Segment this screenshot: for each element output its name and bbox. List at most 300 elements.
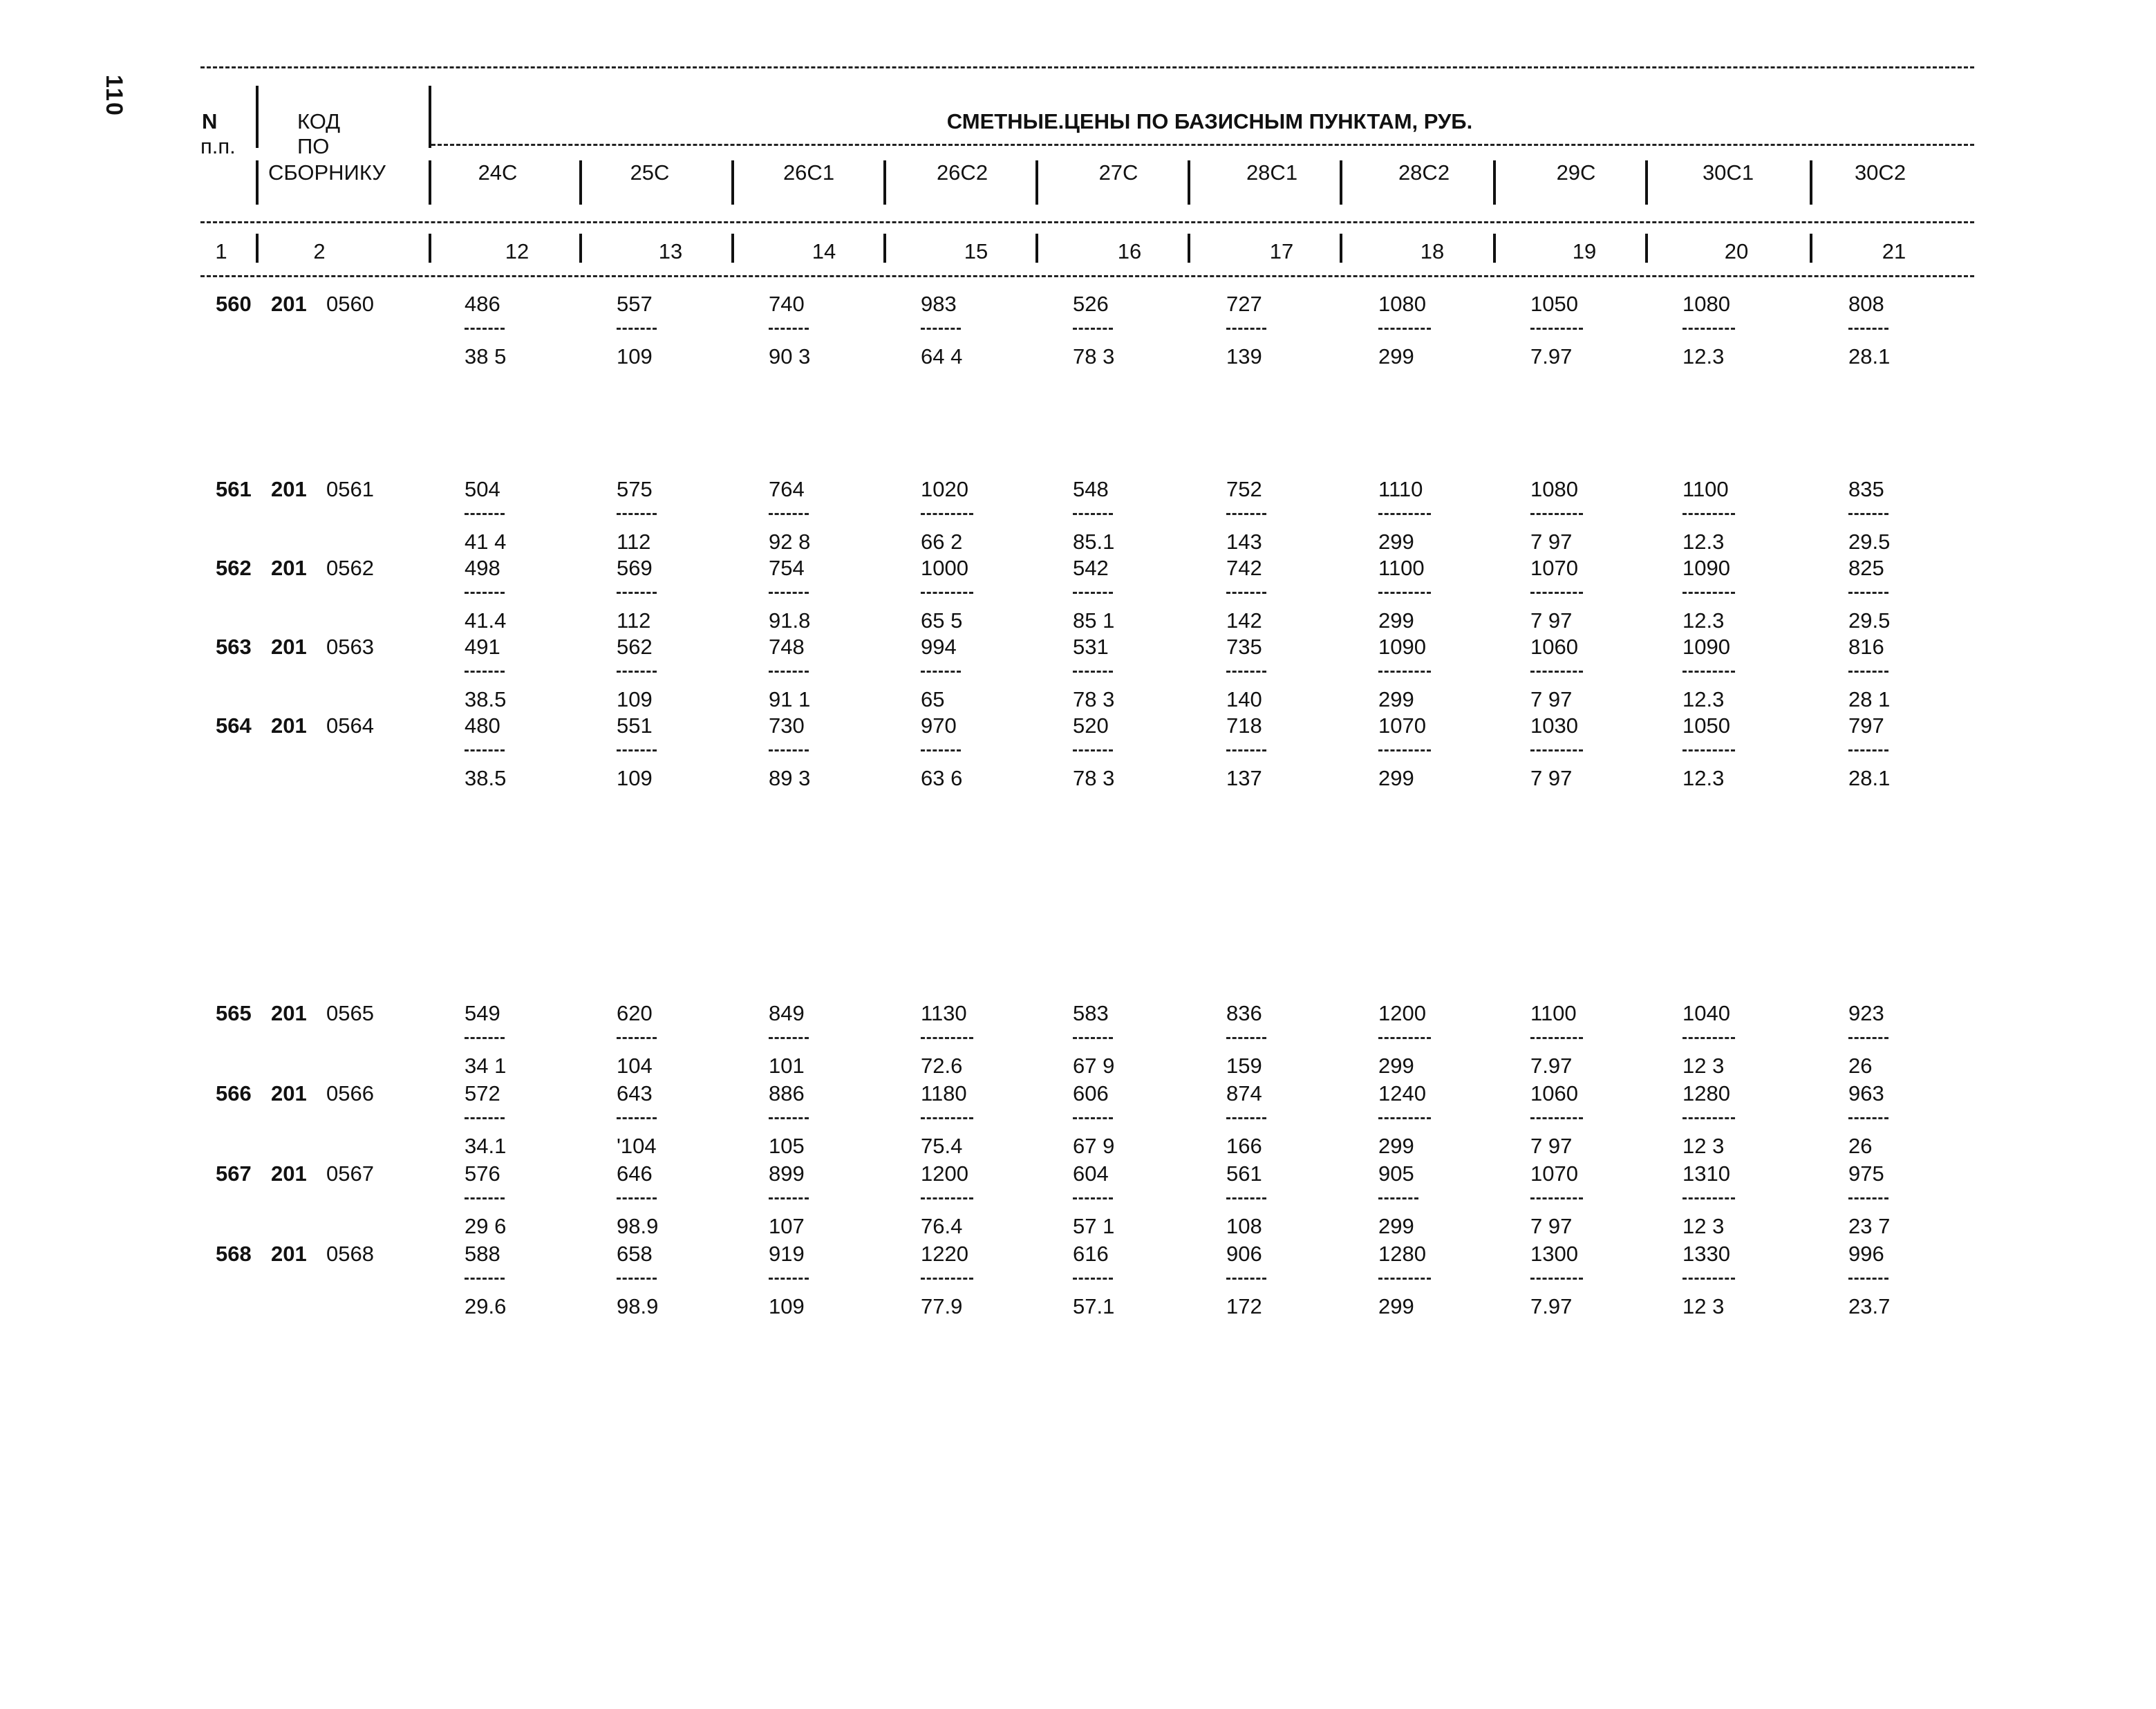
fraction-line [1226, 328, 1266, 330]
header-mid-rule [431, 144, 1974, 146]
price-numerator: 742 [1226, 556, 1262, 580]
price-denominator: 91 1 [769, 687, 811, 711]
row-code-prefix: 201 [271, 1081, 307, 1105]
price-denominator: 143 [1226, 530, 1262, 554]
price-numerator: 1330 [1682, 1242, 1730, 1266]
header-divider [1340, 234, 1342, 263]
price-denominator: 299 [1378, 344, 1414, 368]
price-numerator: 808 [1848, 292, 1884, 316]
fraction-line [921, 592, 973, 594]
fraction-line [465, 1037, 505, 1039]
price-denominator: 98.9 [617, 1214, 659, 1238]
fraction-line [1073, 328, 1113, 330]
price-numerator: 1100 [1682, 477, 1729, 501]
header-divider [731, 160, 734, 205]
header-col-n: N [202, 109, 218, 133]
price-numerator: 905 [1378, 1161, 1414, 1186]
price-denominator: 29.5 [1848, 608, 1891, 633]
price-denominator: 12.3 [1682, 687, 1725, 711]
row-number: 568 [216, 1242, 252, 1266]
fraction-line [465, 1197, 505, 1199]
fraction-line [1848, 1278, 1888, 1280]
fraction-line [617, 592, 657, 594]
price-numerator: 1200 [1378, 1001, 1426, 1025]
header-divider [579, 160, 582, 205]
price-numerator: 970 [921, 713, 957, 738]
header-point-2: 25С [630, 160, 670, 185]
header-divider [1493, 160, 1496, 205]
header-divider [256, 160, 259, 205]
price-denominator: 63 6 [921, 766, 963, 790]
row-code-prefix: 201 [271, 635, 307, 659]
fraction-line [1226, 749, 1266, 751]
price-denominator: 29.6 [465, 1294, 507, 1318]
price-denominator: 26 [1848, 1134, 1873, 1158]
price-denominator: 78 3 [1073, 766, 1115, 790]
fraction-line [1848, 749, 1888, 751]
price-denominator: 172 [1226, 1294, 1262, 1318]
row-number: 567 [216, 1161, 252, 1186]
price-denominator: 28 1 [1848, 687, 1891, 711]
fraction-line [769, 1278, 809, 1280]
price-denominator: 299 [1378, 1054, 1414, 1078]
fraction-line [921, 671, 961, 673]
price-denominator: 109 [617, 344, 653, 368]
price-numerator: 1080 [1682, 292, 1730, 316]
price-denominator: 78 3 [1073, 344, 1115, 368]
price-numerator: 825 [1848, 556, 1884, 580]
price-numerator: 1060 [1530, 635, 1578, 659]
price-numerator: 718 [1226, 713, 1262, 738]
header-divider [1188, 234, 1190, 263]
price-denominator: 7.97 [1530, 1054, 1573, 1078]
price-numerator: 1100 [1530, 1001, 1577, 1025]
fraction-line [465, 328, 505, 330]
price-denominator: 7.97 [1530, 344, 1573, 368]
price-denominator: 12.3 [1682, 530, 1725, 554]
fraction-line [921, 1197, 973, 1199]
price-numerator: 740 [769, 292, 805, 316]
fraction-line [617, 749, 657, 751]
price-denominator: 299 [1378, 608, 1414, 633]
price-denominator: 7 97 [1530, 766, 1573, 790]
price-numerator: 491 [465, 635, 500, 659]
header-divider [1810, 234, 1812, 263]
price-numerator: 764 [769, 477, 805, 501]
price-denominator: 90 3 [769, 344, 811, 368]
price-denominator: 299 [1378, 1134, 1414, 1158]
fraction-line [1226, 1278, 1266, 1280]
row-code-suffix: 0564 [326, 713, 374, 738]
header-col-number: 20 [1724, 239, 1749, 263]
price-denominator: 299 [1378, 1294, 1414, 1318]
header-col-number: 14 [812, 239, 836, 263]
price-numerator: 1080 [1378, 292, 1426, 316]
header-point-8: 29С [1556, 160, 1596, 185]
row-number: 566 [216, 1081, 252, 1105]
header-col-code-sub1: ПО [297, 134, 330, 158]
row-code-suffix: 0563 [326, 635, 374, 659]
header-col-number: 15 [964, 239, 988, 263]
header-point-10: 30С2 [1854, 160, 1906, 185]
fraction-line [1848, 513, 1888, 515]
header-point-4: 26С2 [936, 160, 988, 185]
fraction-line [617, 1037, 657, 1039]
header-divider [256, 234, 259, 263]
fraction-line [769, 513, 809, 515]
header-divider [1340, 160, 1342, 205]
fraction-line [769, 749, 809, 751]
header-divider [731, 234, 734, 263]
row-number: 561 [216, 477, 252, 501]
price-denominator: 41 4 [465, 530, 507, 554]
header-col-number: 19 [1572, 239, 1597, 263]
fraction-line [1378, 671, 1431, 673]
price-denominator: 139 [1226, 344, 1262, 368]
price-denominator: 29 6 [465, 1214, 507, 1238]
header-divider [883, 234, 886, 263]
price-denominator: 78 3 [1073, 687, 1115, 711]
fraction-line [1378, 1117, 1431, 1119]
price-numerator: 752 [1226, 477, 1262, 501]
price-numerator: 658 [617, 1242, 653, 1266]
price-denominator: 67 9 [1073, 1054, 1115, 1078]
price-denominator: 89 3 [769, 766, 811, 790]
fraction-line [1530, 1278, 1583, 1280]
fraction-line [465, 592, 505, 594]
price-denominator: 108 [1226, 1214, 1262, 1238]
price-numerator: 1080 [1530, 477, 1578, 501]
price-denominator: 92 8 [769, 530, 811, 554]
fraction-line [1530, 1117, 1583, 1119]
row-number: 563 [216, 635, 252, 659]
price-numerator: 620 [617, 1001, 653, 1025]
header-col-number: 12 [505, 239, 529, 263]
price-numerator: 1000 [921, 556, 968, 580]
price-numerator: 1310 [1682, 1161, 1730, 1186]
price-numerator: 899 [769, 1161, 805, 1186]
fraction-line [465, 1117, 505, 1119]
price-denominator: '104 [617, 1134, 657, 1158]
price-numerator: 486 [465, 292, 500, 316]
price-numerator: 616 [1073, 1242, 1109, 1266]
fraction-line [1378, 328, 1431, 330]
fraction-line [769, 1117, 809, 1119]
price-denominator: 101 [769, 1054, 805, 1078]
price-denominator: 12 3 [1682, 1214, 1725, 1238]
fraction-line [1073, 1037, 1113, 1039]
price-denominator: 67 9 [1073, 1134, 1115, 1158]
price-denominator: 57 1 [1073, 1214, 1115, 1238]
price-denominator: 299 [1378, 766, 1414, 790]
price-numerator: 1200 [921, 1161, 968, 1186]
fraction-line [1682, 749, 1735, 751]
header-point-1: 24С [478, 160, 518, 185]
fraction-line [921, 1117, 973, 1119]
price-denominator: 105 [769, 1134, 805, 1158]
fraction-line [1848, 328, 1888, 330]
price-denominator: 104 [617, 1054, 653, 1078]
price-denominator: 66 2 [921, 530, 963, 554]
header-divider [429, 86, 431, 148]
price-numerator: 526 [1073, 292, 1109, 316]
header-bottom-rule [200, 275, 1974, 277]
price-denominator: 142 [1226, 608, 1262, 633]
price-denominator: 107 [769, 1214, 805, 1238]
fraction-line [1682, 1117, 1735, 1119]
price-numerator: 919 [769, 1242, 805, 1266]
price-denominator: 109 [769, 1294, 805, 1318]
fraction-line [1073, 671, 1113, 673]
price-denominator: 38.5 [465, 766, 507, 790]
price-denominator: 28.1 [1848, 344, 1891, 368]
header-divider [1035, 160, 1038, 205]
price-numerator: 1110 [1378, 477, 1423, 501]
fraction-line [1378, 1197, 1418, 1199]
price-denominator: 65 [921, 687, 945, 711]
fraction-line [617, 328, 657, 330]
fraction-line [617, 1278, 657, 1280]
fraction-line [465, 513, 505, 515]
price-denominator: 112 [617, 530, 651, 554]
price-denominator: 7 97 [1530, 530, 1573, 554]
header-col-code-sub2: СБОРНИКУ [268, 160, 386, 185]
header-col-number: 2 [313, 239, 326, 263]
fraction-line [1530, 1197, 1583, 1199]
header-point-5: 27С [1098, 160, 1138, 185]
price-numerator: 994 [921, 635, 957, 659]
price-denominator: 23 7 [1848, 1214, 1891, 1238]
header-divider [429, 234, 431, 263]
header-col-code: КОД [297, 109, 341, 133]
header-col-number: 16 [1117, 239, 1142, 263]
row-code-suffix: 0562 [326, 556, 374, 580]
header-divider [1188, 160, 1190, 205]
fraction-line [1682, 1278, 1735, 1280]
header-col-number: 13 [658, 239, 683, 263]
price-numerator: 1030 [1530, 713, 1578, 738]
price-denominator: 28.1 [1848, 766, 1891, 790]
price-denominator: 85 1 [1073, 608, 1115, 633]
price-denominator: 299 [1378, 530, 1414, 554]
price-numerator: 498 [465, 556, 500, 580]
fraction-line [1073, 1278, 1113, 1280]
price-numerator: 480 [465, 713, 500, 738]
fraction-line [465, 671, 505, 673]
price-numerator: 604 [1073, 1161, 1109, 1186]
price-denominator: 12 3 [1682, 1054, 1725, 1078]
fraction-line [1530, 513, 1583, 515]
header-divider [1810, 160, 1812, 205]
price-numerator: 1280 [1682, 1081, 1730, 1105]
price-numerator: 1050 [1682, 713, 1730, 738]
price-numerator: 588 [465, 1242, 500, 1266]
header-point-7: 28С2 [1398, 160, 1450, 185]
fraction-line [769, 1037, 809, 1039]
price-numerator: 557 [617, 292, 653, 316]
price-denominator: 75.4 [921, 1134, 963, 1158]
fraction-line [1530, 328, 1583, 330]
fraction-line [465, 1278, 505, 1280]
row-code-prefix: 201 [271, 1242, 307, 1266]
row-code-suffix: 0566 [326, 1081, 374, 1105]
fraction-line [1848, 1037, 1888, 1039]
price-numerator: 849 [769, 1001, 805, 1025]
fraction-line [617, 1197, 657, 1199]
fraction-line [1226, 513, 1266, 515]
price-numerator: 1280 [1378, 1242, 1426, 1266]
price-numerator: 754 [769, 556, 805, 580]
price-numerator: 1040 [1682, 1001, 1730, 1025]
price-denominator: 109 [617, 766, 653, 790]
fraction-line [1073, 749, 1113, 751]
fraction-line [1530, 1037, 1583, 1039]
price-denominator: 166 [1226, 1134, 1262, 1158]
price-denominator: 26 [1848, 1054, 1873, 1078]
fraction-line [921, 328, 961, 330]
price-numerator: 576 [465, 1161, 500, 1186]
price-denominator: 159 [1226, 1054, 1262, 1078]
price-denominator: 29.5 [1848, 530, 1891, 554]
price-numerator: 983 [921, 292, 957, 316]
price-denominator: 72.6 [921, 1054, 963, 1078]
header-col-number: 1 [215, 239, 227, 263]
price-numerator: 606 [1073, 1081, 1109, 1105]
fraction-line [617, 513, 657, 515]
row-code-suffix: 0568 [326, 1242, 374, 1266]
fraction-line [1226, 592, 1266, 594]
row-code-suffix: 0565 [326, 1001, 374, 1025]
fraction-line [1682, 1197, 1735, 1199]
price-numerator: 572 [465, 1081, 500, 1105]
page-number: 110 [101, 75, 127, 117]
fraction-line [1073, 513, 1113, 515]
fraction-line [617, 1117, 657, 1119]
price-numerator: 542 [1073, 556, 1109, 580]
fraction-line [1073, 1117, 1113, 1119]
price-numerator: 562 [617, 635, 653, 659]
fraction-line [1378, 1278, 1431, 1280]
fraction-line [921, 749, 961, 751]
fraction-line [769, 671, 809, 673]
price-denominator: 12.3 [1682, 344, 1725, 368]
price-denominator: 137 [1226, 766, 1262, 790]
price-numerator: 646 [617, 1161, 653, 1186]
fraction-line [1226, 1117, 1266, 1119]
header-divider [1035, 234, 1038, 263]
price-numerator: 923 [1848, 1001, 1884, 1025]
price-denominator: 7 97 [1530, 608, 1573, 633]
price-numerator: 836 [1226, 1001, 1262, 1025]
fraction-line [1682, 513, 1735, 515]
fraction-line [1848, 1117, 1888, 1119]
price-numerator: 1070 [1530, 556, 1578, 580]
price-numerator: 575 [617, 477, 653, 501]
price-numerator: 1090 [1682, 556, 1730, 580]
row-code-suffix: 0567 [326, 1161, 374, 1186]
header-divider [1645, 160, 1648, 205]
fraction-line [1682, 328, 1735, 330]
price-numerator: 561 [1226, 1161, 1262, 1186]
fraction-line [769, 592, 809, 594]
price-numerator: 816 [1848, 635, 1884, 659]
fraction-line [465, 749, 505, 751]
fraction-line [1682, 671, 1735, 673]
price-numerator: 1050 [1530, 292, 1578, 316]
price-denominator: 91.8 [769, 608, 811, 633]
header-sub-rule [200, 221, 1974, 223]
header-top-rule [200, 66, 1974, 68]
fraction-line [1848, 671, 1888, 673]
price-numerator: 504 [465, 477, 500, 501]
row-number: 564 [216, 713, 252, 738]
price-numerator: 583 [1073, 1001, 1109, 1025]
price-numerator: 906 [1226, 1242, 1262, 1266]
price-numerator: 1130 [921, 1001, 967, 1025]
fraction-line [1226, 1197, 1266, 1199]
price-denominator: 299 [1378, 687, 1414, 711]
price-denominator: 34 1 [465, 1054, 507, 1078]
fraction-line [921, 1278, 973, 1280]
price-numerator: 730 [769, 713, 805, 738]
price-numerator: 1070 [1378, 713, 1426, 738]
price-denominator: 23.7 [1848, 1294, 1891, 1318]
price-numerator: 531 [1073, 635, 1109, 659]
price-numerator: 1090 [1378, 635, 1426, 659]
price-denominator: 98.9 [617, 1294, 659, 1318]
price-denominator: 112 [617, 608, 651, 633]
price-numerator: 996 [1848, 1242, 1884, 1266]
fraction-line [1378, 513, 1431, 515]
fraction-line [769, 328, 809, 330]
header-group-title: СМЕТНЫЕ.ЦЕНЫ ПО БАЗИСНЫМ ПУНКТАМ, РУБ. [946, 109, 1473, 133]
header-divider [579, 234, 582, 263]
header-divider [1645, 234, 1648, 263]
price-numerator: 748 [769, 635, 805, 659]
row-code-prefix: 201 [271, 713, 307, 738]
fraction-line [1682, 1037, 1735, 1039]
fraction-line [769, 1197, 809, 1199]
fraction-line [921, 513, 973, 515]
price-numerator: 1180 [921, 1081, 967, 1105]
price-denominator: 299 [1378, 1214, 1414, 1238]
price-denominator: 12 3 [1682, 1134, 1725, 1158]
price-numerator: 963 [1848, 1081, 1884, 1105]
price-numerator: 549 [465, 1001, 500, 1025]
price-denominator: 34.1 [465, 1134, 507, 1158]
header-divider [883, 160, 886, 205]
price-numerator: 1100 [1378, 556, 1425, 580]
fraction-line [921, 1037, 973, 1039]
price-denominator: 85.1 [1073, 530, 1115, 554]
price-denominator: 64 4 [921, 344, 963, 368]
row-number: 562 [216, 556, 252, 580]
price-denominator: 77.9 [921, 1294, 963, 1318]
price-numerator: 1220 [921, 1242, 968, 1266]
row-number: 560 [216, 292, 252, 316]
price-numerator: 548 [1073, 477, 1109, 501]
price-numerator: 643 [617, 1081, 653, 1105]
fraction-line [1073, 1197, 1113, 1199]
row-code-prefix: 201 [271, 292, 307, 316]
row-code-suffix: 0560 [326, 292, 374, 316]
row-code-prefix: 201 [271, 477, 307, 501]
fraction-line [1530, 592, 1583, 594]
row-code-prefix: 201 [271, 556, 307, 580]
price-denominator: 109 [617, 687, 653, 711]
price-numerator: 835 [1848, 477, 1884, 501]
price-denominator: 57.1 [1073, 1294, 1115, 1318]
